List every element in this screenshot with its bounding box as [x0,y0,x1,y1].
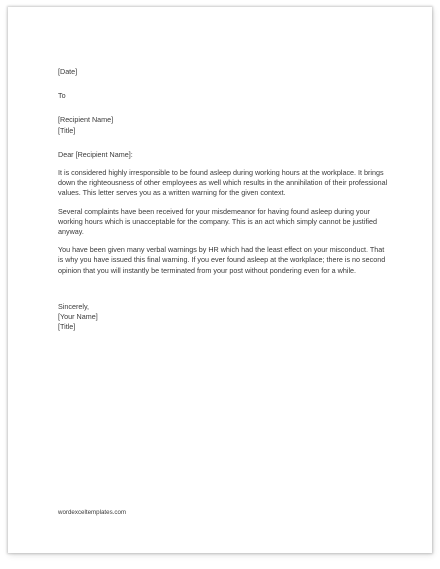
salutation: Dear [Recipient Name]: [58,149,133,159]
to-line: To [58,91,66,101]
paragraph-1: It is considered highly irresponsible to be found asleep during working hours at the workplace. It brings down the righteousness of other employees as well which results in the annihilation of their professional values. This letter serves you as a written warning for the given context. [58,168,388,198]
recipient-title: [Title] [58,125,76,135]
recipient-name: [Recipient Name] [58,115,114,125]
sender-title: [Title] [58,322,76,332]
paragraph-3: You have been given many verbal warnings by HR which had the least effect on your misconduct. That is why you have issued this final warning. If you ever found asleep at the workplace; there is no second opinion that you will instantly be terminated from your post without pondering even for a while. [58,245,386,275]
letter-body [58,67,388,332]
paragraph-2: Several complaints have been received for your misdemeanor for having found asleep during your working hours which is unacceptable for the company. This is an act which simply cannot be justified anyway. [58,206,377,237]
date-line: [Date] [58,67,78,76]
footer-site-text: wordexceltemplates.com [58,509,127,516]
letter-page [8,7,432,553]
sender-name: [Your Name] [58,312,98,322]
closing: Sincerely, [58,301,90,311]
